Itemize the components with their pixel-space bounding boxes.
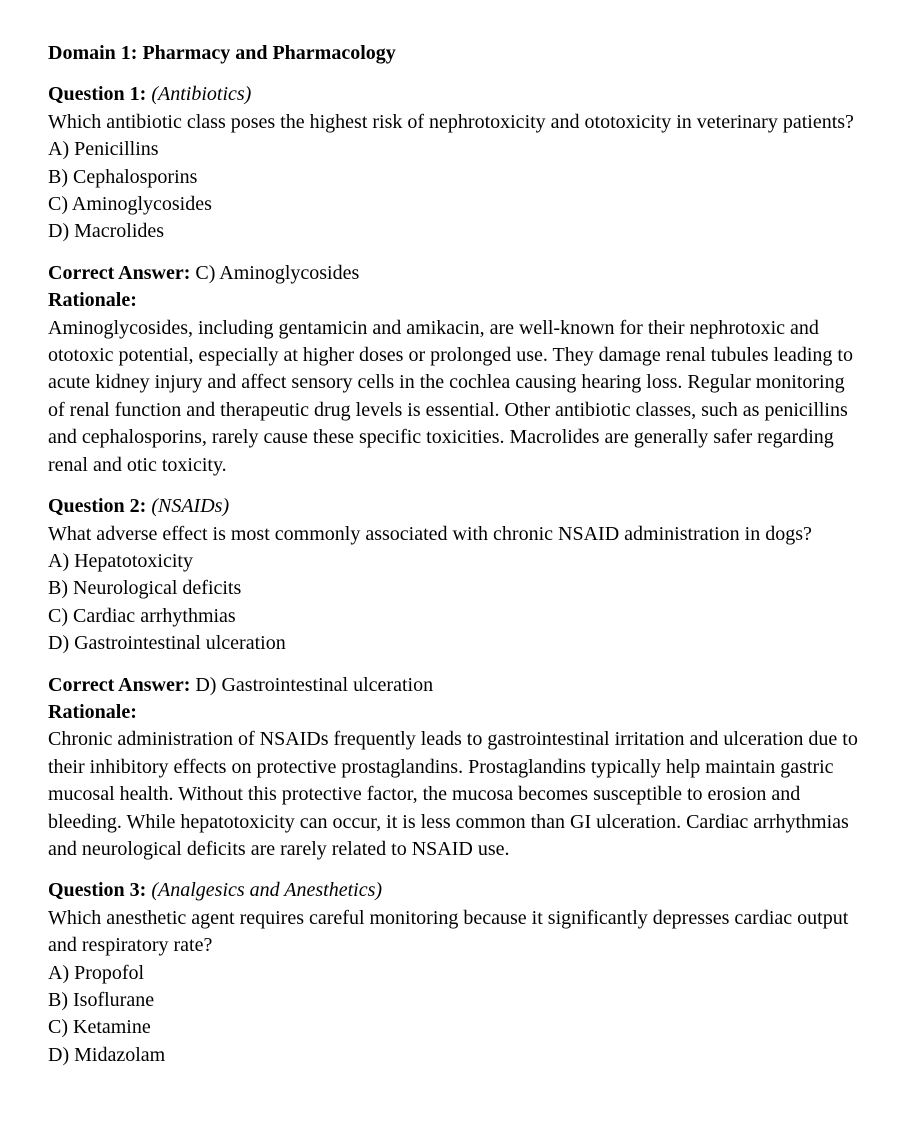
question-heading <box>48 493 858 520</box>
options-list <box>48 136 858 246</box>
answer-label: Correct Answer: <box>48 673 191 696</box>
option-item: B) Neurological deficits <box>48 577 242 600</box>
question-topic: (Analgesics and Anesthetics) <box>151 879 383 902</box>
domain-title: Domain 1: Pharmacy and Pharmacology <box>48 42 396 64</box>
option-item: A) Hepatotoxicity <box>48 549 193 572</box>
question-text: Which antibiotic class poses the highest risk of nephrotoxicity and ototoxicity in veterinary patients? <box>48 110 854 133</box>
options-list <box>48 548 858 658</box>
question-heading <box>48 877 858 904</box>
option-item: A) Penicillins <box>48 138 159 161</box>
questions-container <box>48 81 858 1069</box>
document-content <box>48 40 858 1069</box>
question-section <box>48 877 858 1069</box>
option-item: C) Cardiac arrhythmias <box>48 604 236 627</box>
question-topic: (Antibiotics) <box>151 83 252 106</box>
question-label: Question 3: <box>48 879 147 902</box>
question-block <box>48 877 858 1069</box>
option-item: C) Ketamine <box>48 1016 151 1039</box>
answer-line <box>48 260 858 287</box>
question-label: Question 1: <box>48 83 147 106</box>
answer-block <box>48 672 858 864</box>
question-block <box>48 81 858 245</box>
option-item: B) Isoflurane <box>48 989 155 1011</box>
question-block <box>48 493 858 657</box>
rationale-label: Rationale: <box>48 289 137 312</box>
option-item: C) Aminoglycosides <box>48 193 212 216</box>
question-text: Which anesthetic agent requires careful monitoring because it significantly depresses cardiac output and respiratory rate? <box>48 906 849 957</box>
rationale-text: Aminoglycosides, including gentamicin and amikacin, are well-known for their nephrotoxic and ototoxic potential, especially at higher doses or prolonged use. They damage renal tubules leading to acute kidney injury and affect sensory cells in the cochlea causing hearing loss. Regular monitoring of renal function and therapeutic drug levels is essential. Other antibiotic classes, such as penicillins and cephalosporins, rarely cause these specific toxicities. Macrolides are generally safer regarding renal and otic toxicity. <box>48 316 853 476</box>
question-section <box>48 81 858 479</box>
answer-label: Correct Answer: <box>48 261 191 284</box>
question-section <box>48 493 858 863</box>
question-topic: (NSAIDs) <box>151 495 230 518</box>
rationale-label: Rationale: <box>48 700 137 723</box>
option-item: A) Propofol <box>48 961 145 984</box>
rationale-text: Chronic administration of NSAIDs frequently leads to gastrointestinal irritation and ulceration due to their inhibitory effects on protective prostaglandins. Prostaglandins typically help maintain gastric mucosal health. Without this protective factor, the mucosa becomes susceptible to erosion and bleeding. While hepatotoxicity can occur, it is less common than GI ulceration. Cardiac arrhythmias and neurological deficits are rarely related to NSAID use. <box>48 728 858 860</box>
option-item: D) Macrolides <box>48 220 165 243</box>
option-item: B) Cephalosporins <box>48 165 198 188</box>
question-heading <box>48 81 858 108</box>
answer-value: C) Aminoglycosides <box>195 261 360 284</box>
answer-line <box>48 672 858 699</box>
answer-block <box>48 260 858 479</box>
question-text: What adverse effect is most commonly associated with chronic NSAID administration in dogs? <box>48 522 812 545</box>
option-item: D) Midazolam <box>48 1043 166 1066</box>
options-list <box>48 960 858 1070</box>
answer-value: D) Gastrointestinal ulceration <box>195 673 434 696</box>
question-label: Question 2: <box>48 495 147 518</box>
option-item: D) Gastrointestinal ulceration <box>48 632 286 655</box>
